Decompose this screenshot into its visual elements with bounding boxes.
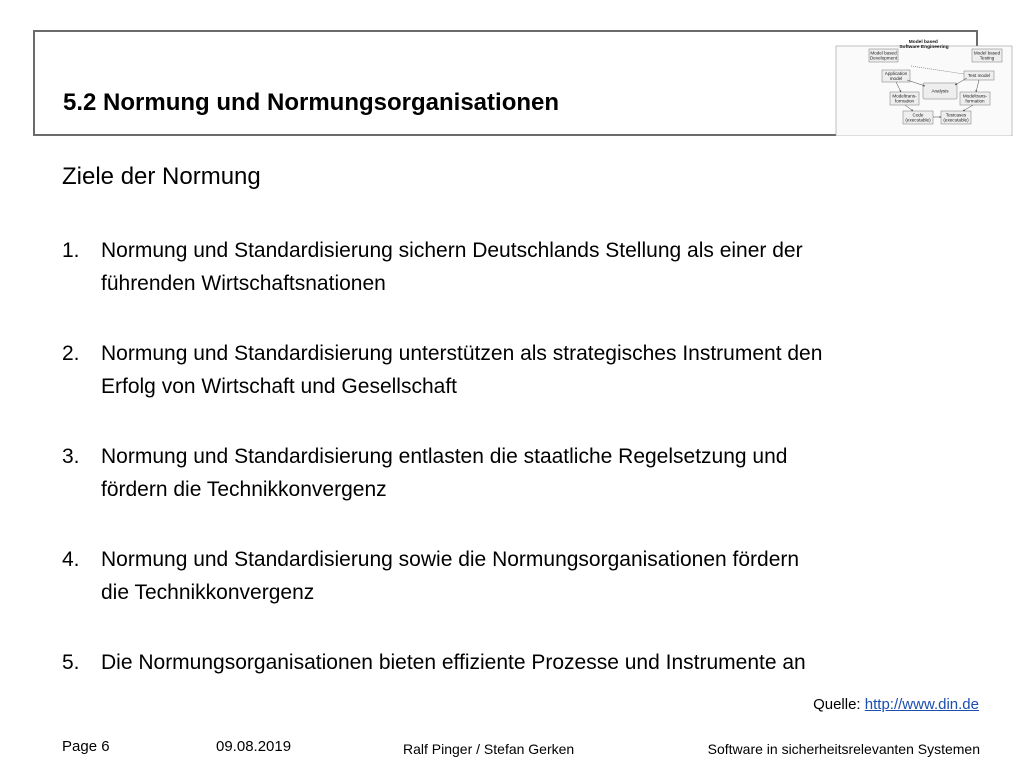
- goal-number: 5.: [62, 651, 80, 674]
- goal-number: 2.: [62, 342, 80, 365]
- diagram-node-application-model: [882, 70, 910, 82]
- goal-item: [62, 543, 992, 609]
- goal-line: fördern die Technikkonvergenz: [101, 478, 387, 501]
- svg-text:Test model: [968, 73, 990, 78]
- diagram-node-label: Model based: [870, 50, 897, 56]
- diagram-node-label: Test model: [967, 73, 991, 78]
- diagram-node-mbt: [972, 49, 1002, 62]
- diagram-node-label: model: [889, 76, 903, 81]
- diagram-node-label: Analysis: [931, 88, 949, 94]
- diagram-node-label: Testing: [979, 55, 995, 61]
- diagram-node-label: Modeltrans-: [892, 93, 917, 99]
- svg-text:Modeltrans-formation: [963, 94, 988, 104]
- diagram-node-label: (executable): [943, 117, 969, 123]
- goal-item: [62, 440, 992, 506]
- goal-item: [62, 337, 992, 403]
- goal-line: die Technikkonvergenz: [101, 581, 315, 604]
- diagram-node-test-model: [964, 71, 994, 80]
- diagram-node-label: formation: [894, 98, 915, 104]
- source-citation: [813, 696, 979, 713]
- goals-list: [62, 234, 992, 716]
- diagram-node-testcases: [941, 111, 971, 124]
- source-label: Quelle:: [813, 696, 861, 713]
- mbse-diagram: [835, 36, 1013, 136]
- goal-line: führenden Wirtschaftsnationen: [101, 272, 386, 295]
- diagram-node-label: Application: [884, 71, 908, 76]
- footer-course-title: Software in sicherheitsrelevanten Systemen: [707, 741, 980, 757]
- goal-line: Normung und Standardisierung sowie die Normungsorganisationen fördern: [101, 548, 800, 571]
- diagram-node-label: (executable): [905, 117, 931, 123]
- diagram-node-label: Testcases: [945, 112, 967, 118]
- source-link[interactable]: http://www.din.de: [864, 696, 979, 713]
- footer-page-number: Page 6: [62, 738, 110, 755]
- footer-date: 09.08.2019: [216, 738, 292, 755]
- goal-number: 1.: [62, 239, 80, 262]
- diagram-node-transformation-left: [890, 92, 919, 105]
- goal-number: 3.: [62, 445, 80, 468]
- diagram-node-analysis: [923, 83, 957, 99]
- svg-text:Modeltrans-formation: [892, 94, 917, 104]
- goal-line: Normung und Standardisierung entlasten die staatliche Regelsetzung und: [101, 445, 788, 468]
- diagram-title-line: Model based: [908, 40, 938, 45]
- diagram-node-label: formation: [965, 98, 985, 104]
- diagram-node-mbd: [869, 49, 898, 62]
- goal-line: Normung und Standardisierung unterstützen als strategisches Instrument den: [101, 342, 823, 365]
- diagram-title: [899, 39, 948, 50]
- goal-item: [62, 646, 992, 679]
- slide-title: 5.2 Normung und Normungsorganisationen: [63, 89, 560, 116]
- svg-text:Testcases(executable): [943, 113, 969, 123]
- svg-text:Analysis: [931, 89, 949, 94]
- goal-line: Erfolg von Wirtschaft und Gesellschaft: [101, 375, 457, 398]
- diagram-node-code: [903, 111, 933, 124]
- goal-line: Normung und Standardisierung sichern Deutschlands Stellung als einer der: [101, 239, 803, 262]
- svg-text:Model basedDevelopment: [870, 51, 898, 61]
- title-box: [33, 30, 1001, 136]
- diagram-node-label: Code: [912, 112, 924, 118]
- footer-authors: Ralf Pinger / Stefan Gerken: [403, 741, 575, 757]
- diagram-node-label: Modeltrans-: [962, 93, 988, 99]
- diagram-node-label: Development: [869, 55, 898, 61]
- section-subheading: Ziele der Normung: [62, 163, 261, 190]
- diagram-title-line: Software Engineering: [899, 45, 949, 50]
- goal-line: Die Normungsorganisationen bieten effiziente Prozesse und Instrumente an: [101, 651, 806, 674]
- goal-item: [62, 234, 992, 300]
- goal-number: 4.: [62, 548, 80, 571]
- diagram-node-transformation-right: [960, 92, 990, 105]
- diagram-node-label: Model based: [973, 50, 1001, 56]
